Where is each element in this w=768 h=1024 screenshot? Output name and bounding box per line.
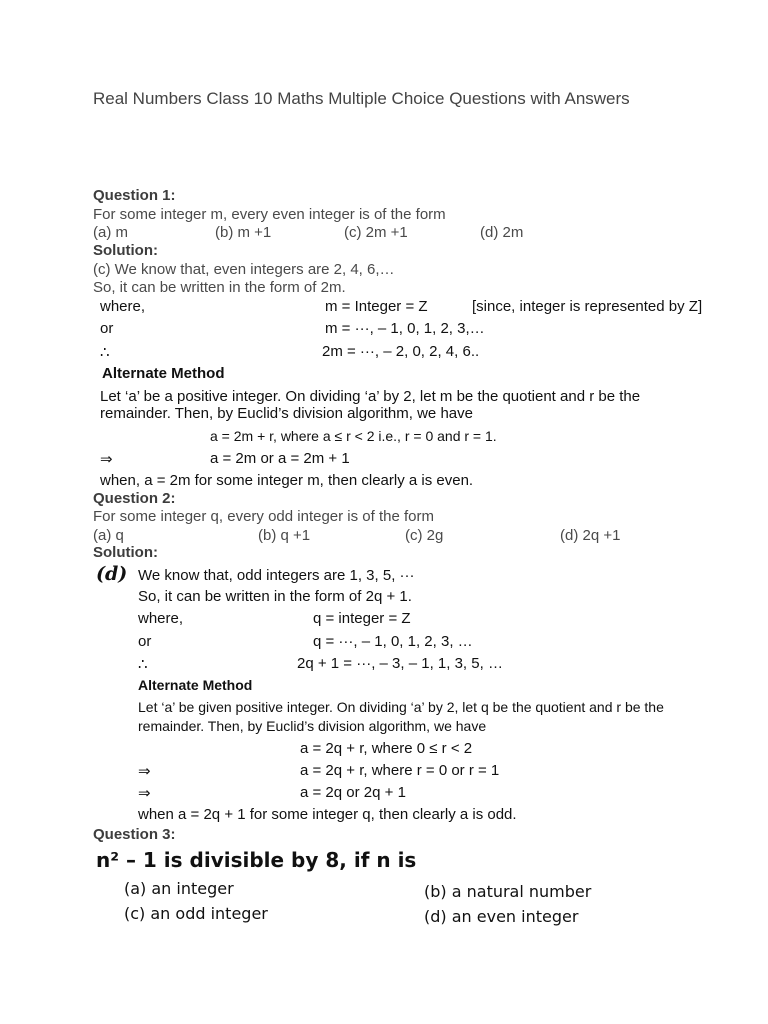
question-2-text: For some integer q, every odd integer is of the form [93, 508, 434, 525]
q1-conclusion: when, a = 2m for some integer m, then clearly a is even. [100, 472, 474, 489]
q2-answer-letter: (d) [96, 563, 128, 585]
q2-where-equation: q = integer = Z [313, 610, 411, 627]
q2-option-a: (a) q [93, 527, 124, 544]
q1-option-d: (d) 2m [480, 224, 524, 241]
q2-equation-3: a = 2q or 2q + 1 [300, 784, 406, 801]
q3-option-a: (a) an integer [124, 879, 234, 898]
q1-option-a: (a) m [93, 224, 128, 241]
q1-solution-line-1: (c) We know that, even integers are 2, 4, 6,… [93, 261, 395, 278]
q1-option-c: (c) 2m +1 [344, 224, 408, 241]
q2-implies-symbol-1: ⇒ [138, 763, 151, 780]
q2-therefore-symbol: ∴ [138, 656, 148, 673]
q1-implies-equation: a = 2m or a = 2m + 1 [210, 450, 350, 467]
q1-solution-heading: Solution: [93, 242, 158, 259]
q1-alternate-line-1: Let ‘a’ be a positive integer. On dividing ‘a’ by 2, let m be the quotient and r be the [100, 388, 641, 405]
question-3-text: n² – 1 is divisible by 8, if n is [96, 848, 417, 872]
q1-option-b: (b) m +1 [215, 224, 272, 241]
q1-implies-symbol: ⇒ [100, 451, 113, 468]
page-title: Real Numbers Class 10 Maths Multiple Choice Questions with Answers [93, 89, 630, 108]
q1-where-equation: m = Integer = Z [325, 298, 428, 315]
q2-option-b: (b) q +1 [258, 527, 311, 544]
q1-or-equation: m = ···, – 1, 0, 1, 2, 3,… [325, 320, 485, 337]
question-1-text: For some integer m, every even integer is of the form [93, 206, 446, 223]
q2-alternate-method-heading: Alternate Method [138, 677, 253, 693]
q2-where-label: where, [138, 610, 184, 627]
q2-solution-heading: Solution: [93, 544, 158, 561]
q2-alternate-line-2: remainder. Then, by Euclid’s division algorithm, we have [138, 718, 487, 734]
question-2-heading: Question 2: [93, 490, 176, 507]
q3-option-b: (b) a natural number [424, 882, 592, 901]
q1-where-note: [since, integer is represented by Z] [472, 298, 703, 315]
q3-option-d: (d) an even integer [424, 907, 579, 926]
q1-alternate-equation: a = 2m + r, where a ≤ r < 2 i.e., r = 0 and r = 1. [210, 428, 497, 444]
q1-therefore-equation: 2m = ···, – 2, 0, 2, 4, 6.. [322, 343, 480, 360]
q2-or-equation: q = ···, – 1, 0, 1, 2, 3, … [313, 633, 473, 650]
q2-conclusion: when a = 2q + 1 for some integer q, then clearly a is odd. [138, 806, 517, 823]
q1-where-label: where, [100, 298, 146, 315]
q2-equation-1: a = 2q + r, where 0 ≤ r < 2 [300, 740, 473, 757]
q2-or-label: or [138, 633, 152, 650]
q1-solution-line-2: So, it can be written in the form of 2m. [93, 279, 346, 296]
q3-option-c: (c) an odd integer [124, 904, 268, 923]
q2-therefore-equation: 2q + 1 = ···, – 3, – 1, 1, 3, 5, … [297, 655, 503, 672]
q2-solution-line-2: So, it can be written in the form of 2q + 1. [138, 588, 412, 605]
q1-alternate-line-2: remainder. Then, by Euclid’s division algorithm, we have [100, 405, 473, 422]
question-3-heading: Question 3: [93, 826, 176, 843]
question-1-heading: Question 1: [93, 187, 176, 204]
q2-alternate-line-1: Let ‘a’ be given positive integer. On dividing ‘a’ by 2, let q be the quotient and r be the [138, 699, 664, 715]
q2-equation-2: a = 2q + r, where r = 0 or r = 1 [300, 762, 500, 779]
q2-solution-line-1: We know that, odd integers are 1, 3, 5, ··· [138, 567, 415, 584]
q2-option-c: (c) 2g [405, 527, 444, 544]
q1-therefore-symbol: ∴ [100, 344, 110, 361]
q2-option-d: (d) 2q +1 [560, 527, 621, 544]
q1-alternate-method-heading: Alternate Method [102, 365, 225, 382]
q1-or-label: or [100, 320, 114, 337]
q2-implies-symbol-2: ⇒ [138, 785, 151, 802]
